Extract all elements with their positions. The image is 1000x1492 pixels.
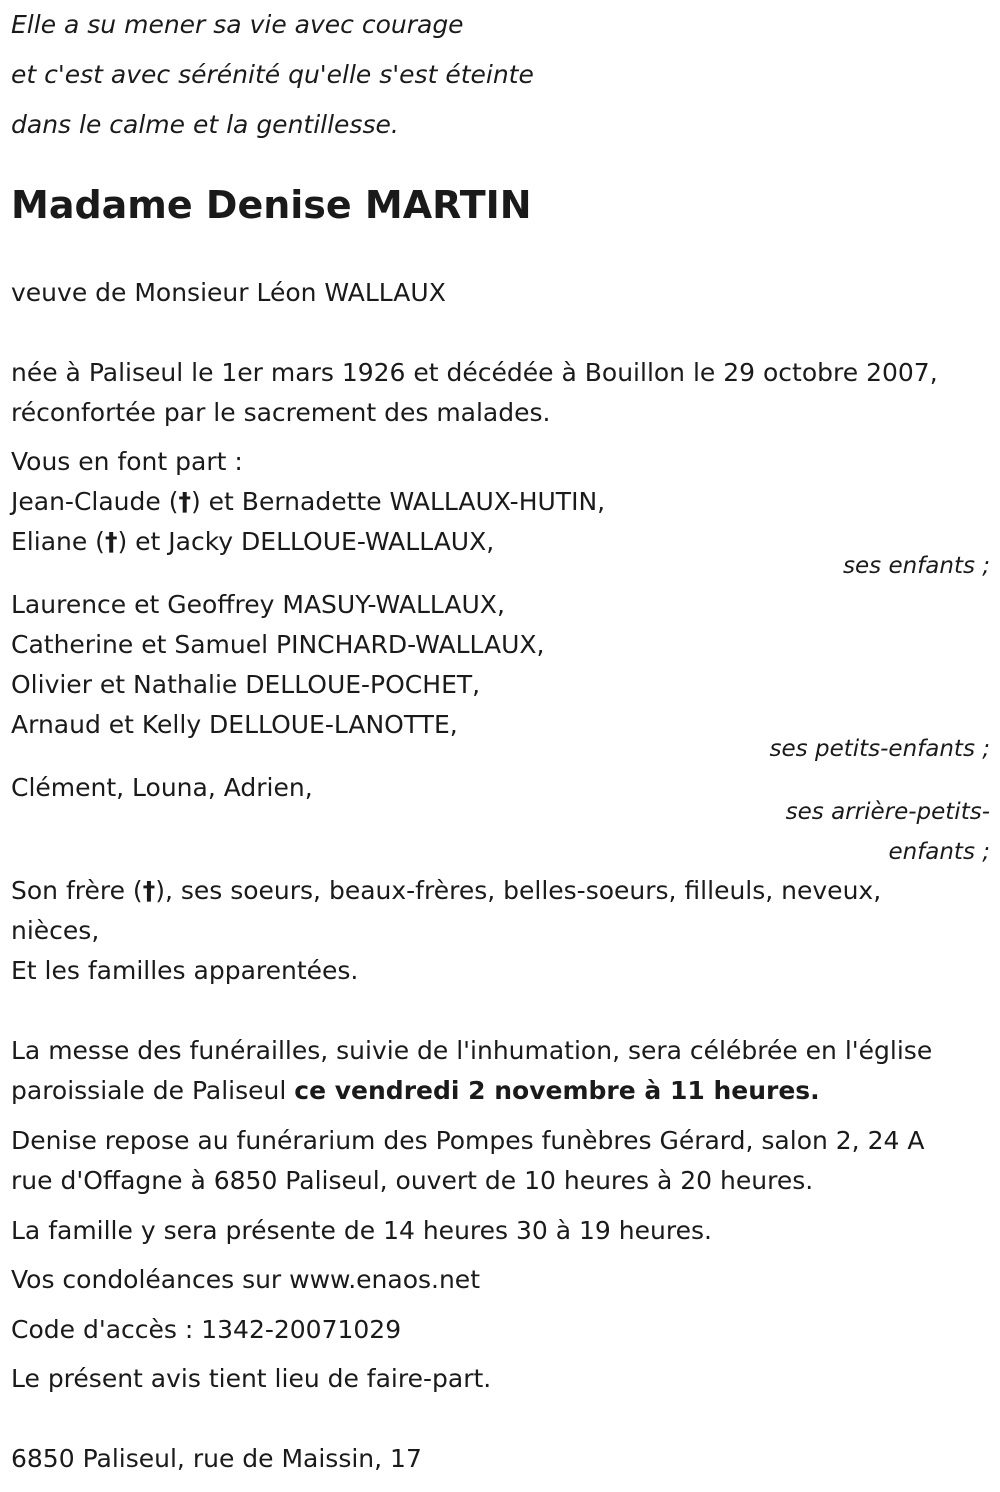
announce-line: Vous en font part : (11, 447, 243, 476)
siblings-line-3: Et les familles apparentées. (11, 956, 359, 985)
funeral-line-2 (11, 1076, 820, 1106)
siblings-line-1-post: ), ses soeurs, beaux-frères, belles-soeurs, filleuls, neveux, (155, 876, 882, 905)
grandchild-line-4: Arnaud et Kelly DELLOUE-LANOTTE, (11, 710, 458, 739)
child-line-2-post: ) et Jacky DELLOUE-WALLAUX, (117, 527, 495, 556)
repose-line-1: Denise repose au funérarium des Pompes funèbres Gérard, salon 2, 24 A (11, 1126, 925, 1155)
intro-line-1: Elle a su mener sa vie avec courage (11, 10, 464, 39)
birth-death-line-2: réconfortée par le sacrement des malades. (11, 398, 551, 427)
widow-line: veuve de Monsieur Léon WALLAUX (11, 278, 446, 307)
cross-icon: † (178, 487, 191, 516)
repose-line-2: rue d'Offagne à 6850 Paliseul, ouvert de 10 heures à 20 heures. (11, 1166, 814, 1195)
grandchild-line-2: Catherine et Samuel PINCHARD-WALLAUX, (11, 630, 545, 659)
child-line-1-post: ) et Bernadette WALLAUX-HUTIN, (190, 487, 606, 516)
child-line-2 (11, 527, 494, 557)
condolences-line: Vos condoléances sur www.enaos.net (11, 1265, 480, 1294)
funeral-line-1: La messe des funérailles, suivie de l'inhumation, sera célébrée en l'église (11, 1036, 933, 1065)
birth-death-line-1: née à Paliseul le 1er mars 1926 et décédée à Bouillon le 29 octobre 2007, (11, 358, 938, 387)
intro-line-2: et c'est avec sérénité qu'elle s'est éteinte (11, 60, 534, 89)
cross-icon: † (142, 876, 156, 905)
cross-icon: † (104, 527, 118, 556)
great-grandchildren-line: Clément, Louna, Adrien, (11, 773, 313, 802)
siblings-line-1-pre: Son frère ( (11, 876, 143, 905)
child-line-1 (11, 487, 605, 517)
deceased-name: Madame Denise MARTIN (11, 183, 532, 227)
access-code-line: Code d'accès : 1342-20071029 (11, 1315, 402, 1344)
funeral-line-2-pre: paroissiale de Paliseul (11, 1076, 295, 1105)
siblings-line-1 (11, 876, 881, 906)
child-line-2-pre: Eliane ( (11, 527, 105, 556)
siblings-line-2: nièces, (11, 916, 100, 945)
funeral-date-time: ce vendredi 2 novembre à 11 heures. (294, 1076, 820, 1105)
great-grandchildren-role-1: ses arrière-petits- (785, 799, 990, 825)
grandchild-line-3: Olivier et Nathalie DELLOUE-POCHET, (11, 670, 481, 699)
intro-line-3: dans le calme et la gentillesse. (11, 110, 399, 139)
address-line: 6850 Paliseul, rue de Maissin, 17 (11, 1444, 422, 1473)
children-role: ses enfants ; (843, 553, 990, 579)
grandchildren-role: ses petits-enfants ; (769, 736, 990, 762)
grandchild-line-1: Laurence et Geoffrey MASUY-WALLAUX, (11, 590, 505, 619)
great-grandchildren-role-2: enfants ; (888, 839, 990, 865)
child-line-1-pre: Jean-Claude ( (11, 487, 179, 516)
family-present-line: La famille y sera présente de 14 heures 30 à 19 heures. (11, 1216, 712, 1245)
notice-line: Le présent avis tient lieu de faire-part. (11, 1364, 492, 1393)
